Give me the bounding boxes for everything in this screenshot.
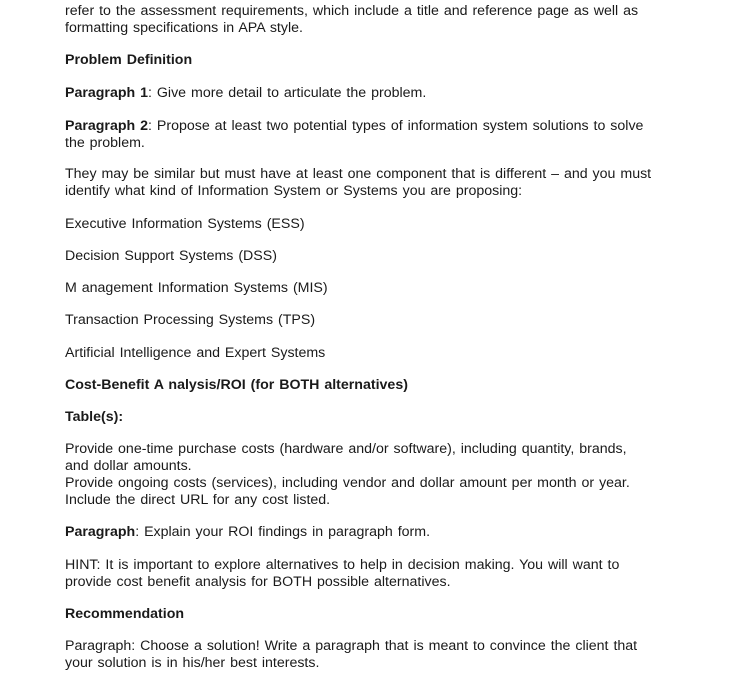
intro-line-1: refer to the assessment requirements, which include a title and reference page as well as (65, 3, 639, 19)
roi-paragraph (65, 524, 695, 541)
roi-paragraph-text: : Explain your ROI findings in paragraph form. (135, 524, 431, 540)
system-item-ai: Artificial Intelligence and Expert Systems (65, 345, 326, 361)
hint-line-2: provide cost benefit analysis for BOTH possible alternatives. (65, 574, 451, 590)
cost-benefit-heading: Cost-Benefit A nalysis/ROI (for BOTH alternatives) (65, 377, 408, 393)
recommendation-paragraph (65, 638, 695, 672)
paragraph-1 (65, 85, 695, 102)
systems-note-line-1: They may be similar but must have at least one component that is different – and you must (65, 166, 652, 182)
system-item-tps: Transaction Processing Systems (TPS) (65, 312, 316, 328)
paragraph-2 (65, 118, 695, 152)
system-item-mis: M anagement Information Systems (MIS) (65, 280, 328, 296)
hint-line-1: HINT: It is important to explore alternatives to help in decision making. You will want to (65, 557, 620, 573)
cost-instructions (65, 441, 695, 509)
problem-definition-heading: Problem Definition (65, 52, 193, 68)
recommendation-line-2: your solution is in his/her best interests. (65, 655, 320, 671)
recommendation-line-1: Paragraph: Choose a solution! Write a paragraph that is meant to convince the client that (65, 638, 638, 654)
cost-line-1: Provide one-time purchase costs (hardware and/or software), including quantity, brands, (65, 441, 627, 457)
hint-paragraph (65, 557, 695, 591)
paragraph-1-label: Paragraph 1 (65, 85, 149, 101)
paragraph-2-label: Paragraph 2 (65, 118, 149, 134)
intro-paragraph (65, 3, 695, 37)
recommendation-heading: Recommendation (65, 606, 185, 622)
cost-line-2: and dollar amounts. (65, 458, 192, 474)
paragraph-2-text: : Propose at least two potential types of information system solutions to solve (148, 118, 644, 134)
system-item-dss: Decision Support Systems (DSS) (65, 248, 277, 264)
systems-note-line-2: identify what kind of Information System or Systems you are proposing: (65, 183, 523, 199)
intro-line-2: formatting specifications in APA style. (65, 20, 303, 36)
tables-heading: Table(s): (65, 409, 124, 425)
paragraph-1-text: : Give more detail to articulate the problem. (148, 85, 427, 101)
roi-paragraph-label: Paragraph (65, 524, 136, 540)
cost-line-4: Include the direct URL for any cost listed. (65, 492, 331, 508)
systems-note (65, 166, 695, 200)
cost-line-3: Provide ongoing costs (services), including vendor and dollar amount per month or year. (65, 475, 630, 491)
paragraph-2-line-2: the problem. (65, 135, 145, 151)
system-item-ess: Executive Information Systems (ESS) (65, 216, 305, 232)
